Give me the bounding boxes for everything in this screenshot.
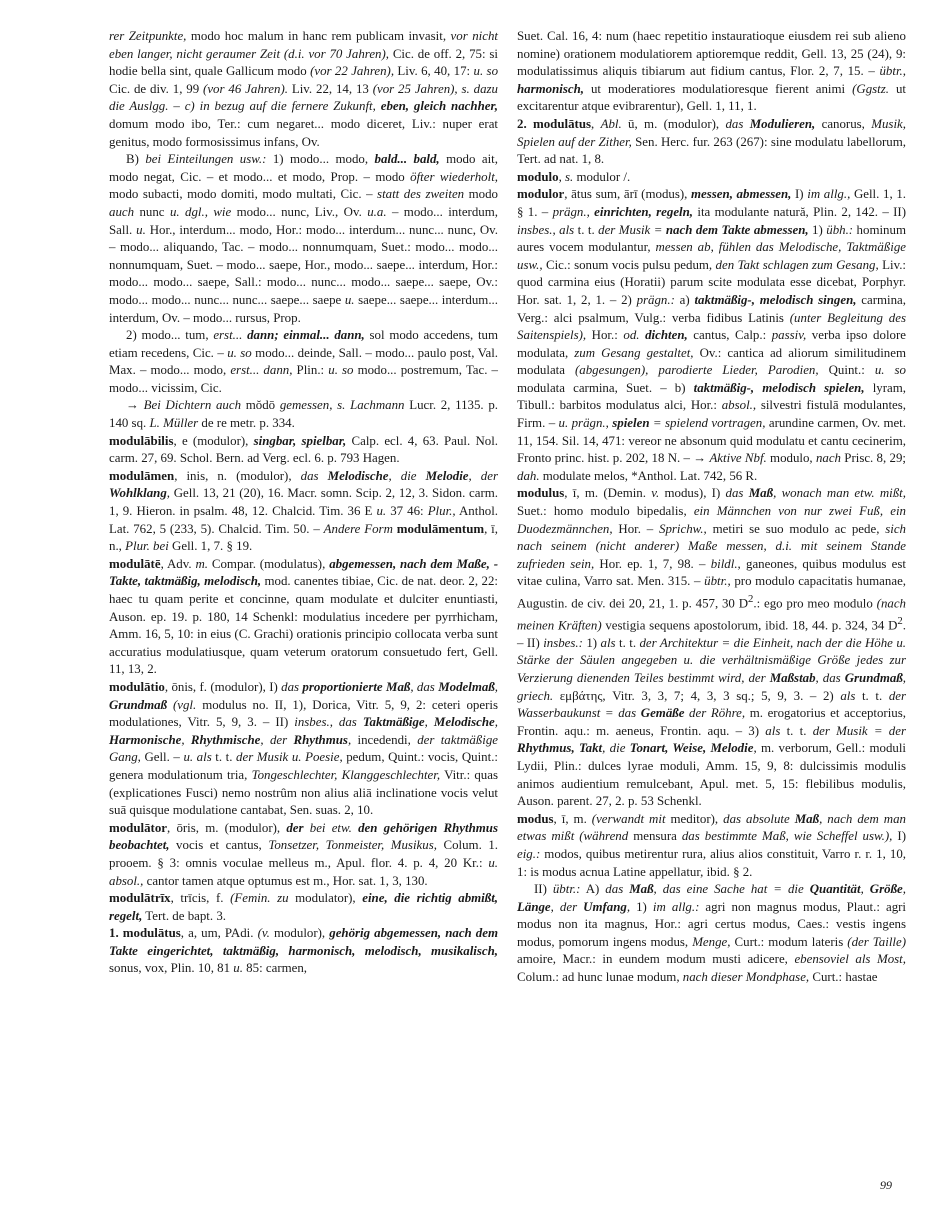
dictionary-entry: 2) modo... tum, erst... dann; einmal... dann, sol modo accedens, tum etiam recedens, Cic. – u. so modo... deinde, Sall. – modo... paulo post, Val. Max. – modo... modo, erst... dann, Plin.: u. so modo... postremum, Tac. – modo... vicissim, Cic. bbox=[109, 328, 499, 395]
dictionary-entry: modulo, s. modulor /. bbox=[517, 169, 631, 184]
dictionary-entry: → Bei Dichtern auch mŏdō gemessen, s. Lachmann Lucr. 2, 1135. p. 140 sq. L. Müller de re metr. p. 334. bbox=[109, 398, 498, 431]
dictionary-entry: modulātē, Adv. m. Compar. (modulatus), abgemessen, nach dem Maße, -Takte, taktmäßig, melodisch, mod. canentes tibiae, Cic. de nat. deor. 2, 22: haec tu quam perite et concinne, quam modulate et dulciter enuntiasti, Auson. ep. 19. p. 180, 14 Schenkl: modulatius incedere per pyrrhicham, Amm. 16, 5, 10: in eius (C. Grachi) orationis principio collocata verba sunt accuratius modulatiusque, quam veterum oratorum consuetudo fert, Gell. 11, 13, 2. bbox=[109, 556, 498, 677]
dictionary-entry: II) übtr.: A) das Maß, das eine Sache hat = die Quantität, Größe, Länge, der Umfang, 1) im allg.: agri non magnus modus, Plaut.: agri modus non ita magnus, Hor.: agri certus modus, Caes.: vestis ingens modus, pomorum ingens modus, Menge, Curt.: modum lateris (der Taille) amoire, Macr.: in eundem modum musti adicere, ebensoviel als Most, Colum.: ad hunc lunae modum, nach dieser Mondphase, Curt.: hastae bbox=[517, 882, 907, 985]
dictionary-entry: Suet. Cal. 16, 4: num (haec repetitio instauratioque eiusdem rei sub alieno nomine) orationem modulatiorem aptioremque reddit, Gell. 13, 25 (24), 9: modulatissimus aliquis tibiarum aut fidium cantus, Flor. 2, 7, 15. – übtr., harmonisch, ut moderatiores modulatioresque fierent animi (Ggstz. ut excitarentur atque evibrarentur), Gell. 1, 11, 1. bbox=[517, 29, 906, 114]
dictionary-entry: modulor, ātus sum, ārī (modus), messen, abmessen, I) im allg., Gell. 1, 1. § 1. – prägn., einrichten, regeln, ita modulante natură, Plin. 2, 142. – II) insbes., als t. t. der Musik = nach dem Takte abmessen, 1) übh.: hominum aures vocem modulantur, messen ab, fühlen das Melodische, Taktmäßige usw., Cic.: sonum vocis pulsu pedum, den Takt schlagen zum Gesang, Liv.: quod carmina eius (Horatii) parum scite modulata esse dicebat, Porphyr. Hor. sat. 1, 2, 1. – 2) prägn.: a) taktmäßig-, melodisch singen, carmina, Verg.: alci psalmum, Vulg.: verba fidibus Latinis (unter Begleitung des Saitenspiels), Hor.: od. dichten, cantus, Calp.: passiv, verba ipso dolore modulata, zum Gesang gestaltet, Ov.: cantica ad aliorum similitudinem modulata (abgesungen), parodierte Lieder, Parodien, Quint.: u. so modulata carmina, Suet. – b) taktmäßig-, melodisch spielen, lyram, Tibull.: barbitos modulatus alci, Hor.: absol., silvestri fistulā modulantes, Firm. – u. prägn., spielen = spielend vortragen, arundine carmen, Ov. met. 11, 154. Sil. 14, 471: vereor ne absonum quid modulatu et cantu cecinerim, Fronto princ. hist. p. 202, 18 N. – → Aktive Nbf. modulo, nach Prisc. 8, 29; dah. modulate melos, *Anthol. Lat. 742, 56 R. bbox=[517, 187, 907, 483]
dictionary-entry: modulus, ī, m. (Demin. v. modus), I) das Maß, wonach man etw. mißt, Suet.: homo modulo bipedalis, ein Männchen von nur zwei Fuß, ein Duodezmännchen, Hor. – Sprichw., metiri se suo modulo ac pede, sich nach seinem (nicht anderer) Maße messen, d.i. mit seinem Stande zufrieden sein, Hor. ep. 1, 7, 98. – bildl., ganeones, quibus modulus est vitae culina, Varro sat. Men. 315. – übtr., pro modulo capacitatis humanae, Augustin. de civ. dei 20, 21, 1. p. 457, 30 $D^2$.: ego pro meo modulo (nach meinen Kräften) vestigia sequens apostolorum, ibid. 18, 44. p. 324, 34 $D^2$. – II) insbes.: 1) als t. t. der Architektur = die Einheit, nach der die Höhe u. Stärke der Säulen angegeben u. die verhältnismäßige Größe jedes zur Verzierung dienenden Teiles bestimmt wird, der Maßstab, das Grundmaß, griech. εμβάτης, Vitr. 3, 3, 7; 4, 3, 3 sq.; 5, 9, 3. – 2) als t. t. der Wasserbaukunst = das Gemäße der Röhre, m. erogatorius et acceptorius, Frontin. aqu.: m. aeneus, Frontin. aqu. – 3) als t. t. der Musik = der Rhythmus, Takt, die Tonart, Weise, Melodie, m. verborum, Gell.: moduli Lydii, Plin.: dulces lyrae moduli, Amm. 15, 9, 8: dulcissimis modulis animos audientium remulcebant, Apul. met. 5, 15: flebilibus modulis, Auson. parent. 27, 2. p. 53 Schenkl. bbox=[517, 486, 907, 809]
dictionary-entry: modulātor, ōris, m. (modulor), der bei etw. den gehörigen Rhythmus beobachtet, vocis et cantus, Tonsetzer, Tonmeister, Musikus, Colum. 1. prooem. § 3: omnis voculae melleus m., Apul. flor. 4. p. 4, 20 Kr.: u. absol., cantor tamen atque optumus est m., Hor. sat. 1, 3, 130. bbox=[109, 820, 499, 888]
dictionary-entry: rer Zeitpunkte, modo hoc malum in hanc rem publicam invasit, vor nicht eben langer, nicht geraumer Zeit (d.i. vor 70 Jahren), Cic. de off. 2, 75: si hodie bella sint, quale Gallicum modo (vor 22 Jahren), Liv. 6, 40, 17: u. so Cic. de div. 1, 99 (vor 46 Jahren). Liv. 22, 14, 13 (vor 25 Jahren), s. dazu die Auslgg. – c) in bezug auf die fernere Zukunft, eben, gleich nachher, domum modo ibo, Ter.: cum negaret... modo diceret, Liv.: nuper erat genitus, modo formosissimus infans, Ov. bbox=[109, 29, 499, 149]
dictionary-entry: 1. modulātus, a, um, PAdi. (v. modulor), gehörig abgemessen, nach dem Takte eingerichtet, taktmäßig, harmonisch, melodisch, musikalisch, sonus, vox, Plin. 10, 81 u. 85: carmen, bbox=[109, 926, 498, 976]
dictionary-entry: modulātio, ōnis, f. (modulor), I) das proportionierte Maß, das Modelmaß, Grundmaß (vgl. modulus no. II, 1), Dorica, Vitr. 5, 9, 2: ceteri operis modulationes, Vitr. 5, 9, 3. – II) insbes., das Taktmäßige, Melodische, Harmonische, Rhythmische, der Rhythmus, incedendi, der taktmäßige Gang, Gell. – u. als t. t. der Musik u. Poesie, pedum, Quint.: vocis, Quint.: genera modulationum tria, Tongeschlechter, Klanggeschlechter, Vitr.: quas (explicationes Fusci) nemo nostrûm non alius aliā inclinatione vocis velut suā quisque modulatione cantabat, Sen. suas. 2, 10. bbox=[109, 679, 499, 818]
page-number: 99 bbox=[880, 1178, 892, 1192]
dictionary-entry: modulātrīx, trīcis, f. (Femin. zu modulator), eine, die richtig abmißt, regelt, Tert. de bapt. 3. bbox=[109, 891, 499, 923]
left-column bbox=[109, 28, 498, 978]
dictionary-entry: modus, ī, m. (verwandt mit meditor), das absolute Maß, nach dem man etwas mißt (während mensura das bestimmte Maß, wie Scheffel usw.), I) eig.: modos, quibus metirentur rura, alius alios constituit, Varro r. r. 1, 10, 1: is modus acnua Latine appellatur, ibid. § 2. bbox=[517, 811, 906, 879]
dictionary-entry: 2. modulātus, Abl. ū, m. (modulor), das Modulieren, canorus, Musik, Spielen auf der Zither, Sen. Herc. fur. 263 (267): sine modulatu labellorum, Tert. ad nat. 1, 8. bbox=[517, 116, 906, 167]
dictionary-entry: modulāmen, inis, n. (modulor), das Melodische, die Melodie, der Wohlklang, Gell. 13, 21 (20), 16. Macr. somn. Scip. 2, 12, 3. Sidon. carm. 1, 9. Hieron. in psalm. 48, 12. Chalcid. Tim. 36 E u. 37 46: Plur., Anthol. Lat. 762, 5 (233, 5). Chalcid. Tim. 50. – Andere Form modulāmentum, ī, n., Plur. bei Gell. 1, 7. § 19. bbox=[109, 468, 499, 554]
dictionary-entry: modulābilis, e (modulor), singbar, spielbar, Calp. ecl. 4, 63. Paul. Nol. carm. 27, 69. Schol. Bern. ad Verg. ecl. 6. p. 793 Hagen. bbox=[109, 433, 498, 466]
dictionary-entry: B) bei Einteilungen usw.: 1) modo... modo, bald... bald, modo ait, modo negat, Cic. – et modo... et modo, Prop. – modo öfter wiederholt, modo subacti, modo domiti, modo multati, Cic. – statt des zweiten modo auch nunc u. dgl., wie modo... nunc, Liv., Ov. u.a. – modo... interdum, Sall. u. Hor., interdum... modo, Hor.: modo... interdum... nunc... nunc, Ov. – modo... aliquando, Tac. – modo... nonnumquam, Suet.: modo... modo... nonnumquam, Suet. – modo... saepe, Hor., modo... saepe... interdum, Hor.: modo... modo... saepe, Sall.: modo... nunc... modo... saepe... saepe, Ov.: modo... modo... nunc... nunc... saepe... saepe u. saepe... saepe... interdum... interdum, Ov. – modo... rursus, Prop. bbox=[109, 152, 499, 325]
right-column bbox=[517, 28, 906, 987]
